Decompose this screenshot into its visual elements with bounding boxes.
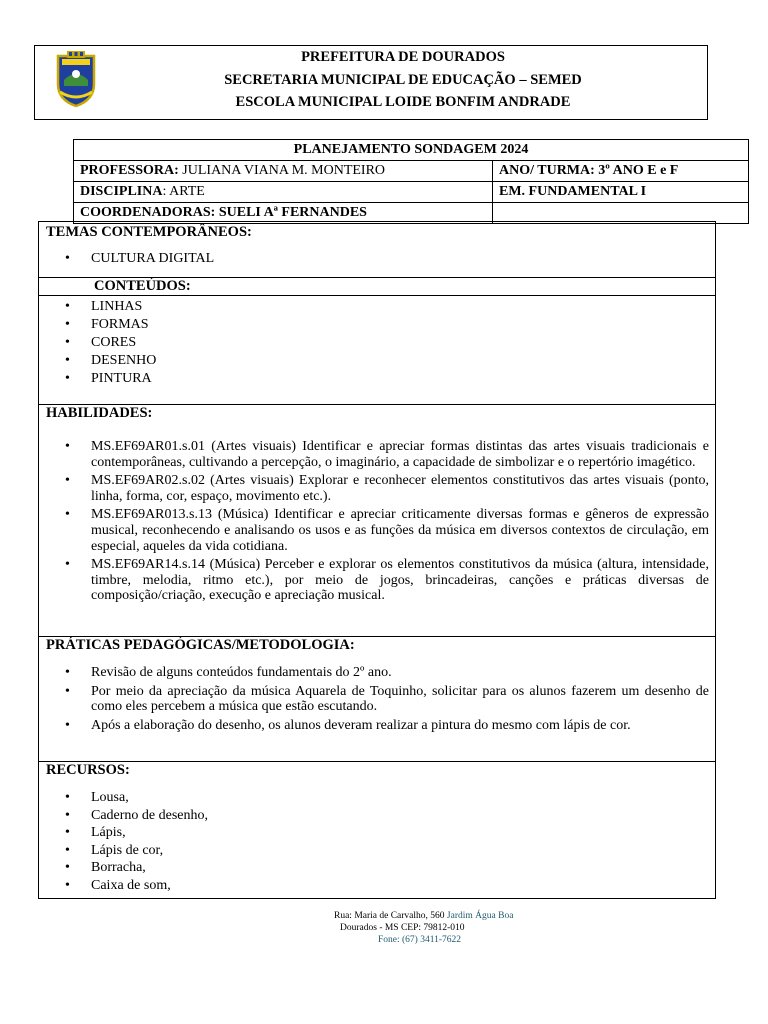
footer-neighborhood: Jardim Água Boa <box>446 911 514 921</box>
footer-street: Rua: Maria de Carvalho, 560 <box>334 911 447 921</box>
header-line-3: ESCOLA MUNICIPAL LOIDE BONFIM ANDRADE <box>235 94 571 110</box>
planning-title: PLANEJAMENTO SONDAGEM 2024 <box>74 140 749 161</box>
list-item: • PINTURA <box>39 370 709 388</box>
education-level: EM. FUNDAMENTAL I <box>499 184 647 199</box>
header-line-2: SECRETARIA MUNICIPAL DE EDUCAÇÃO – SEMED <box>224 71 582 88</box>
list-item: • Borracha, <box>39 859 709 877</box>
conteudos-title: CONTEÚDOS: <box>94 278 191 294</box>
grade-class: ANO/ TURMA: 3º ANO E e F <box>499 163 679 178</box>
level-cell <box>493 182 749 203</box>
subject-value: : ARTE <box>162 184 205 199</box>
list-item: • Caixa de som, <box>39 877 709 895</box>
header-text <box>98 46 708 114</box>
list-item: • Lápis, <box>39 824 709 842</box>
praticas-title: PRÁTICAS PEDAGÓGICAS/METODOLOGIA: <box>46 637 355 653</box>
list-item: • CORES <box>39 334 709 352</box>
list-item: • MS.EF69AR01.s.01 (Artes visuais) Identificar e apreciar formas distintas das artes visuais tradicionais e contemporâneas, cultivando a percepção, o imaginário, a capacidade de simbolizar e o repertório imagético. <box>39 439 709 470</box>
list-item: • FORMAS <box>39 316 709 334</box>
list-item: • LINHAS <box>39 298 709 316</box>
footer-phone: Fone: (67) 3411-7622 <box>378 935 462 945</box>
list-item: • CULTURA DIGITAL <box>39 250 709 268</box>
list-item: • Após a elaboração do desenho, os alunos deveram realizar a pintura do mesmo com lápis de cor. <box>39 718 709 734</box>
list-item: • Caderno de desenho, <box>39 807 709 825</box>
list-item: • MS.EF69AR02.s.02 (Artes visuais) Explorar e reconhecer elementos constitutivos das artes visuais (ponto, linha, forma, cor, espaço, movimento etc.). <box>39 473 709 504</box>
teacher-cell <box>74 161 493 182</box>
coordinators: COORDENADORAS: SUELI Aª FERNANDES <box>80 205 367 220</box>
list-item: • Lousa, <box>39 789 709 807</box>
section-divider <box>39 295 715 296</box>
section-divider <box>39 761 715 762</box>
temas-list <box>39 250 709 268</box>
praticas-list <box>39 665 709 736</box>
header-line-1: PREFEITURA DE DOURADOS <box>301 49 505 65</box>
list-item: • Por meio da apreciação da música Aquarela de Toquinho, solicitar para os alunos fazerem um desenho de como eles percebem a música que estão escutando. <box>39 684 709 715</box>
footer-city: Dourados - MS CEP: 79812-010 <box>340 923 465 933</box>
teacher-value: JULIANA VIANA M. MONTEIRO <box>178 163 386 178</box>
list-item: • MS.EF69AR013.s.13 (Música) Identificar e apreciar criticamente diversas formas e gêneros de expressão musical, reconhecendo e analisando os usos e as funções da música em diversos contextos de circulação, em especial, aqueles da vida cotidiana. <box>39 507 709 554</box>
grade-class-cell <box>493 161 749 182</box>
teacher-label: PROFESSORA: <box>80 163 179 178</box>
habilidades-title: HABILIDADES: <box>46 405 153 421</box>
municipal-coat-of-arms-icon <box>54 50 98 108</box>
planning-content-box <box>38 221 716 899</box>
footer-address <box>320 910 580 946</box>
planning-info-table <box>73 139 749 224</box>
temas-title: TEMAS CONTEMPORÂNEOS: <box>46 224 252 240</box>
habilidades-list <box>39 439 709 607</box>
subject-label: DISCIPLINA <box>80 184 163 199</box>
list-item: • Lápis de cor, <box>39 842 709 860</box>
list-item: • DESENHO <box>39 352 709 370</box>
list-item: • Revisão de alguns conteúdos fundamentais do 2º ano. <box>39 665 709 681</box>
list-item: • MS.EF69AR14.s.14 (Música) Perceber e explorar os elementos constitutivos da música (altura, intensidade, timbre, melodia, ritmo etc.), por meio de jogos, brincadeiras, canções e práticas diversas de composição/criação, execução e apreciação musical. <box>39 557 709 604</box>
recursos-title: RECURSOS: <box>46 762 130 778</box>
recursos-list <box>39 789 709 894</box>
subject-cell <box>74 182 493 203</box>
conteudos-list <box>39 298 709 388</box>
